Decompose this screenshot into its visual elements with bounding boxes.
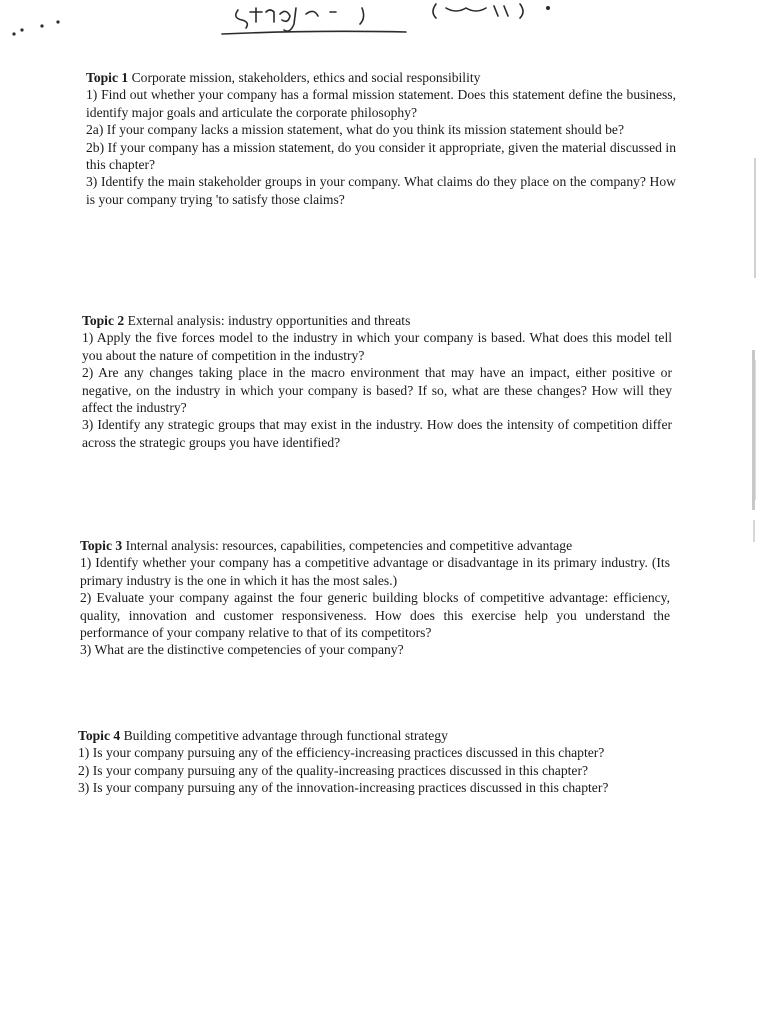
topic-heading (78, 727, 668, 744)
question: 3) What are the distinctive competencies of your company? (80, 642, 404, 658)
question: 1) Find out whether your company has a formal mission statement. Does this statement define the business, identify major goals and articulate the corporate philosophy? (86, 87, 676, 120)
handwritten-header (0, 0, 768, 60)
topic-number: Topic 2 (82, 313, 125, 328)
question: 3) Identify any strategic groups that may exist in the industry. How does the intensity of competition differ across the strategic groups you have identified? (82, 417, 672, 450)
question: 3) Is your company pursuing any of the innovation-increasing practices discussed in this chapter? (78, 780, 609, 796)
topic-section (80, 537, 670, 659)
question: 2) Evaluate your company against the four generic building blocks of competitive advantage: efficiency, quality, innovation and customer responsiveness. How does this exercise help you understand the performance of your company relative to that of its competitors? (80, 590, 670, 641)
topic-title: Corporate mission, stakeholders, ethics and social responsibility (131, 70, 481, 85)
topic-section (86, 69, 676, 208)
question: 2) Are any changes taking place in the macro environment that may have an impact, either positive or negative, on the industry in which your company is based? If so, what are these changes? How will they affect the industry? (82, 365, 672, 416)
topic-title: External analysis: industry opportunities and threats (127, 313, 411, 328)
question: 1) Apply the five forces model to the industry in which your company is based. What does this model tell you about the nature of competition in the industry? (82, 330, 672, 363)
topic-heading (86, 69, 676, 86)
topic-heading (80, 537, 670, 554)
topic-number: Topic 3 (80, 538, 123, 553)
topic-section (78, 727, 668, 797)
question: 1) Is your company pursuing any of the efficiency-increasing practices discussed in this chapter? (78, 745, 605, 761)
scan-marks (748, 150, 762, 550)
topic-number: Topic 1 (86, 70, 129, 85)
question: 2a) If your company lacks a mission statement, what do you think its mission statement should be? (86, 122, 624, 138)
question: 1) Identify whether your company has a competitive advantage or disadvantage in its primary industry. (Its primary industry is the one in which it has the most sales.) (80, 555, 670, 588)
topic-section (82, 312, 672, 451)
question: 2b) If your company has a mission statement, do you consider it appropriate, given the material discussed in this chapter? (86, 139, 676, 173)
topic-title: Building competitive advantage through functional strategy (123, 728, 448, 743)
topic-title: Internal analysis: resources, capabilities, competencies and competitive advantage (125, 538, 573, 553)
topic-heading (82, 312, 672, 329)
question: 2) Is your company pursuing any of the quality-increasing practices discussed in this chapter? (78, 762, 588, 778)
question: 3) Identify the main stakeholder groups in your company. What claims do they place on the company? How is your company trying 'to satisfy those claims? (86, 174, 676, 207)
topic-number: Topic 4 (78, 728, 121, 743)
